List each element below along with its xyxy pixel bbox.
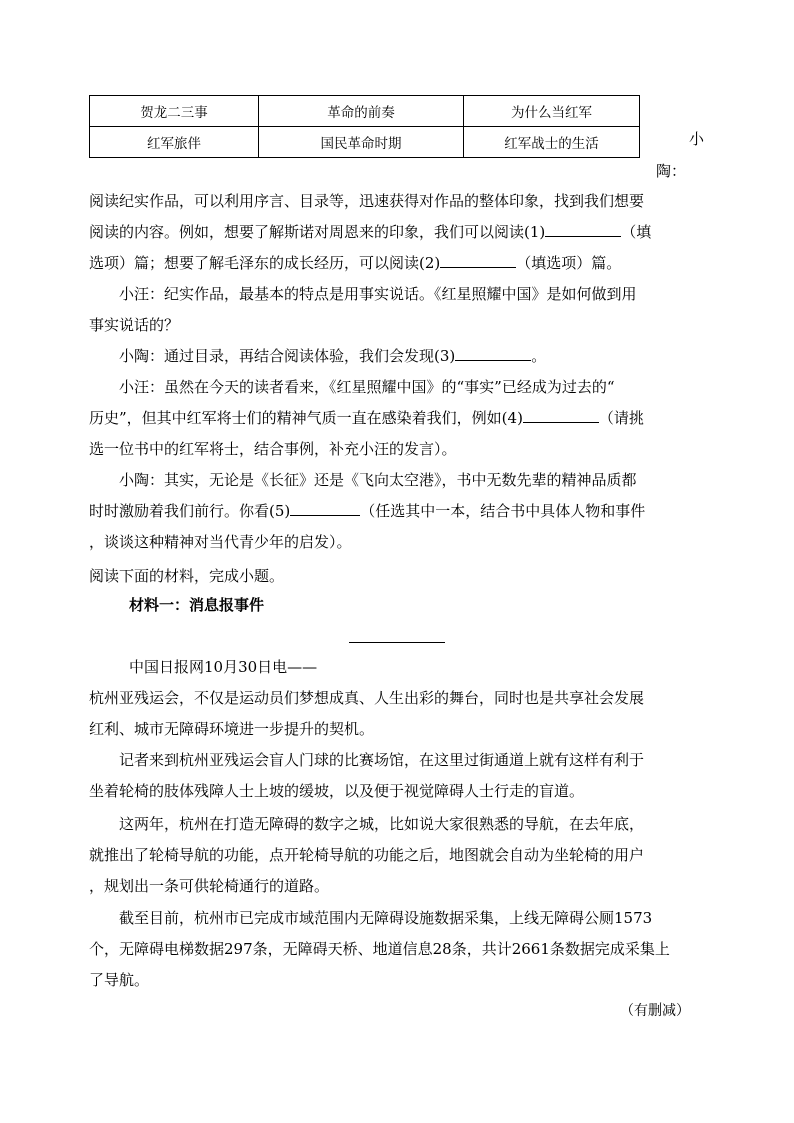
- text-span: （请挑: [598, 409, 644, 427]
- text-line: [89, 217, 704, 248]
- table-cell: 革命的前奏: [259, 96, 464, 127]
- contents-table: [89, 95, 640, 158]
- text-line: 这两年，杭州在打造无障碍的数字之城，比如说大家很熟悉的导航，在去年底，: [119, 815, 645, 833]
- table-cell: 红军战士的生活: [464, 127, 640, 158]
- text-line: 坐着轮椅的肢体残障人士上坡的缓坡，以及便于视觉障碍人士行走的盲道。: [89, 782, 585, 800]
- answer-blank-4[interactable]: [523, 408, 599, 423]
- text-line: 事实说话的？: [89, 316, 180, 334]
- table-cell: 国民革命时期: [259, 127, 464, 158]
- text-line: 杭州亚残运会，不仅是运动员们梦想成真、人生出彩的舞台，同时也是共享社会发展: [89, 689, 645, 707]
- dialogue-paragraph-3: [89, 341, 734, 372]
- text-span: 选项）篇；想要了解毛泽东的成长经历，可以阅读(2): [89, 254, 441, 272]
- dialogue-paragraph-1: [89, 186, 704, 279]
- text-span: （填选项）篇。: [516, 254, 622, 272]
- answer-blank-1[interactable]: [545, 222, 621, 237]
- text-line: 截至目前，杭州市已完成市域范围内无障碍设施数据采集，上线无障碍公厕1573: [119, 909, 653, 927]
- text-line: 选一位书中的红军将士，结合事例，补充小汪的发言）。: [89, 440, 457, 458]
- instruction-text: 阅读下面的材料，完成小题。: [89, 567, 285, 585]
- text-span: 阅读的内容。例如，想要了解斯诺对周恩来的印象，我们可以阅读(1): [89, 223, 546, 241]
- article-paragraph-2: [89, 745, 734, 807]
- abridged-note: （有删减）: [620, 1003, 690, 1019]
- text-span: 时时激励着我们前行。你看(5): [89, 502, 291, 520]
- text-line: 红利、城市无障碍环境进一步提升的契机。: [89, 720, 375, 738]
- answer-blank-5[interactable]: [290, 501, 360, 516]
- speaker-label-xiao: 小: [689, 130, 705, 148]
- title-blank-line: [349, 642, 445, 643]
- article-paragraph-4: [89, 903, 734, 996]
- dialogue-paragraph-2: [89, 279, 734, 341]
- table-cell: 红军旅伴: [90, 127, 259, 158]
- text-line: [89, 403, 734, 434]
- table-cell: 为什么当红军: [464, 96, 640, 127]
- dialogue-paragraph-4: [89, 372, 734, 465]
- article-paragraph-1: [89, 683, 704, 745]
- text-span: 历史”，但其中红军将士们的精神气质一直在感染着我们，例如(4): [89, 409, 523, 427]
- text-line: ，谈谈这种精神对当代青少年的启发）。: [89, 533, 352, 551]
- article-paragraph-3: [89, 809, 734, 902]
- article-dateline: 中国日报网10月30日电——: [129, 658, 318, 676]
- text-line: 个，无障碍电梯数据297条，无障碍天桥、地道信息28条，共计2661条数据完成采集上: [89, 940, 670, 958]
- text-line: 记者来到杭州亚残运会盲人门球的比赛场馆，在这里过街通道上就有这样有利于: [119, 751, 645, 769]
- text-span: 。: [531, 347, 547, 365]
- table-row: [90, 96, 640, 127]
- material-title: 材料一：消息报事件: [129, 596, 265, 614]
- text-line: [89, 496, 734, 527]
- text-span: （填: [621, 223, 652, 241]
- answer-blank-3[interactable]: [455, 346, 531, 361]
- text-line: 了导航。: [89, 971, 150, 989]
- table-row: [90, 127, 640, 158]
- text-line: ，规划出一条可供轮椅通行的道路。: [89, 877, 330, 895]
- text-line: 小汪：纪实作品，最基本的特点是用事实说话。《红星照耀中国》是如何做到用: [119, 285, 637, 303]
- text-line: 阅读纪实作品，可以利用序言、目录等，迅速获得对作品的整体印象，找到我们想要: [89, 192, 645, 210]
- dialogue-paragraph-5: [89, 465, 734, 558]
- text-line: 就推出了轮椅导航的功能，点开轮椅导航的功能之后，地图就会自动为坐轮椅的用户: [89, 846, 645, 864]
- text-line: 小汪：虽然在今天的读者看来，《红星照耀中国》的“事实”已经成为过去的“: [119, 378, 615, 396]
- answer-blank-2[interactable]: [440, 253, 516, 268]
- text-line: [89, 248, 704, 279]
- text-span: 小陶：通过目录，再结合阅读体验，我们会发现(3): [119, 347, 456, 365]
- text-line: [119, 341, 734, 372]
- text-span: （任选其中一本，结合书中具体人物和事件: [360, 502, 646, 520]
- table-cell: 贺龙二三事: [90, 96, 259, 127]
- text-line: 小陶：其实，无论是《长征》还是《飞向太空港》，书中无数先辈的精神品质都: [119, 471, 637, 489]
- speaker-label-tao: 陶：: [656, 162, 687, 180]
